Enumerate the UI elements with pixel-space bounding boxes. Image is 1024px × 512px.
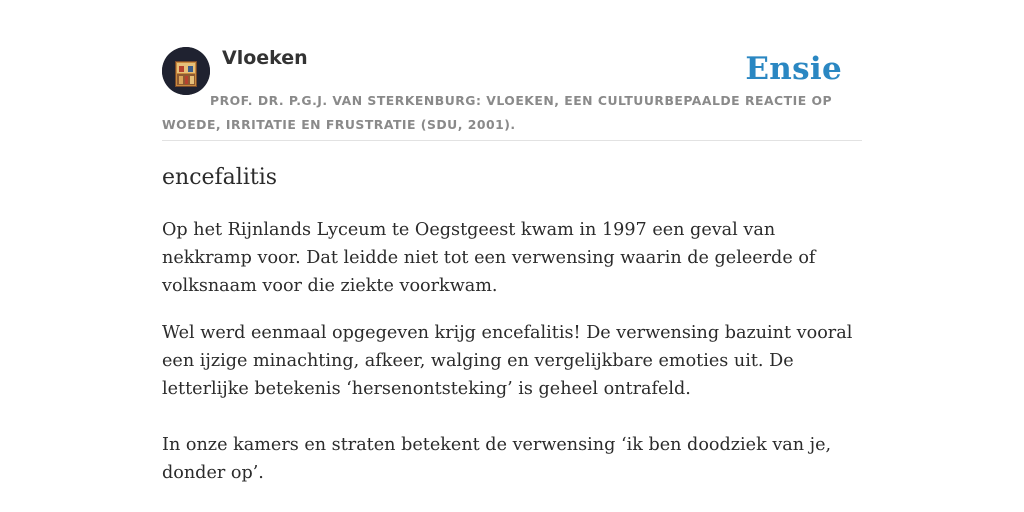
entry-paragraph: Op het Rijnlands Lyceum te Oegstgeest kwam in 1997 een geval van nekkramp voor. Dat leidde niet tot een verwensing waarin de geleerde of volksnaam voor die ziekte voorkwam. bbox=[162, 220, 816, 296]
dictionary-name[interactable]: Vloeken bbox=[222, 47, 308, 69]
entry-body bbox=[162, 216, 862, 487]
entry-title: encefalitis bbox=[162, 165, 278, 190]
dictionary-avatar[interactable] bbox=[162, 47, 210, 95]
entry-paragraph: Wel werd eenmaal opgegeven krijg encefalitis! De verwensing bazuint vooral een ijzige minachting, afkeer, walging en vergelijkbare emoties uit. De letterlijke betekenis ‘hersenontsteking’ is geheel ontrafeld. bbox=[162, 323, 853, 399]
ensie-logo[interactable]: Ensie bbox=[745, 51, 842, 87]
entry-paragraph: In onze kamers en straten betekent de verwensing ‘ik ben doodziek van je, donder op’. bbox=[162, 435, 832, 483]
dictionary-header bbox=[162, 46, 862, 141]
avatar-image bbox=[162, 47, 210, 95]
source-citation: PROF. DR. P.G.J. VAN STERKENBURG: VLOEKEN, EEN CULTUURBEPAALDE REACTIE OP WOEDE, IRRITATIE EN FRUSTRATIE (SDU, 2001). bbox=[162, 93, 833, 132]
paragraph-break bbox=[162, 403, 862, 431]
